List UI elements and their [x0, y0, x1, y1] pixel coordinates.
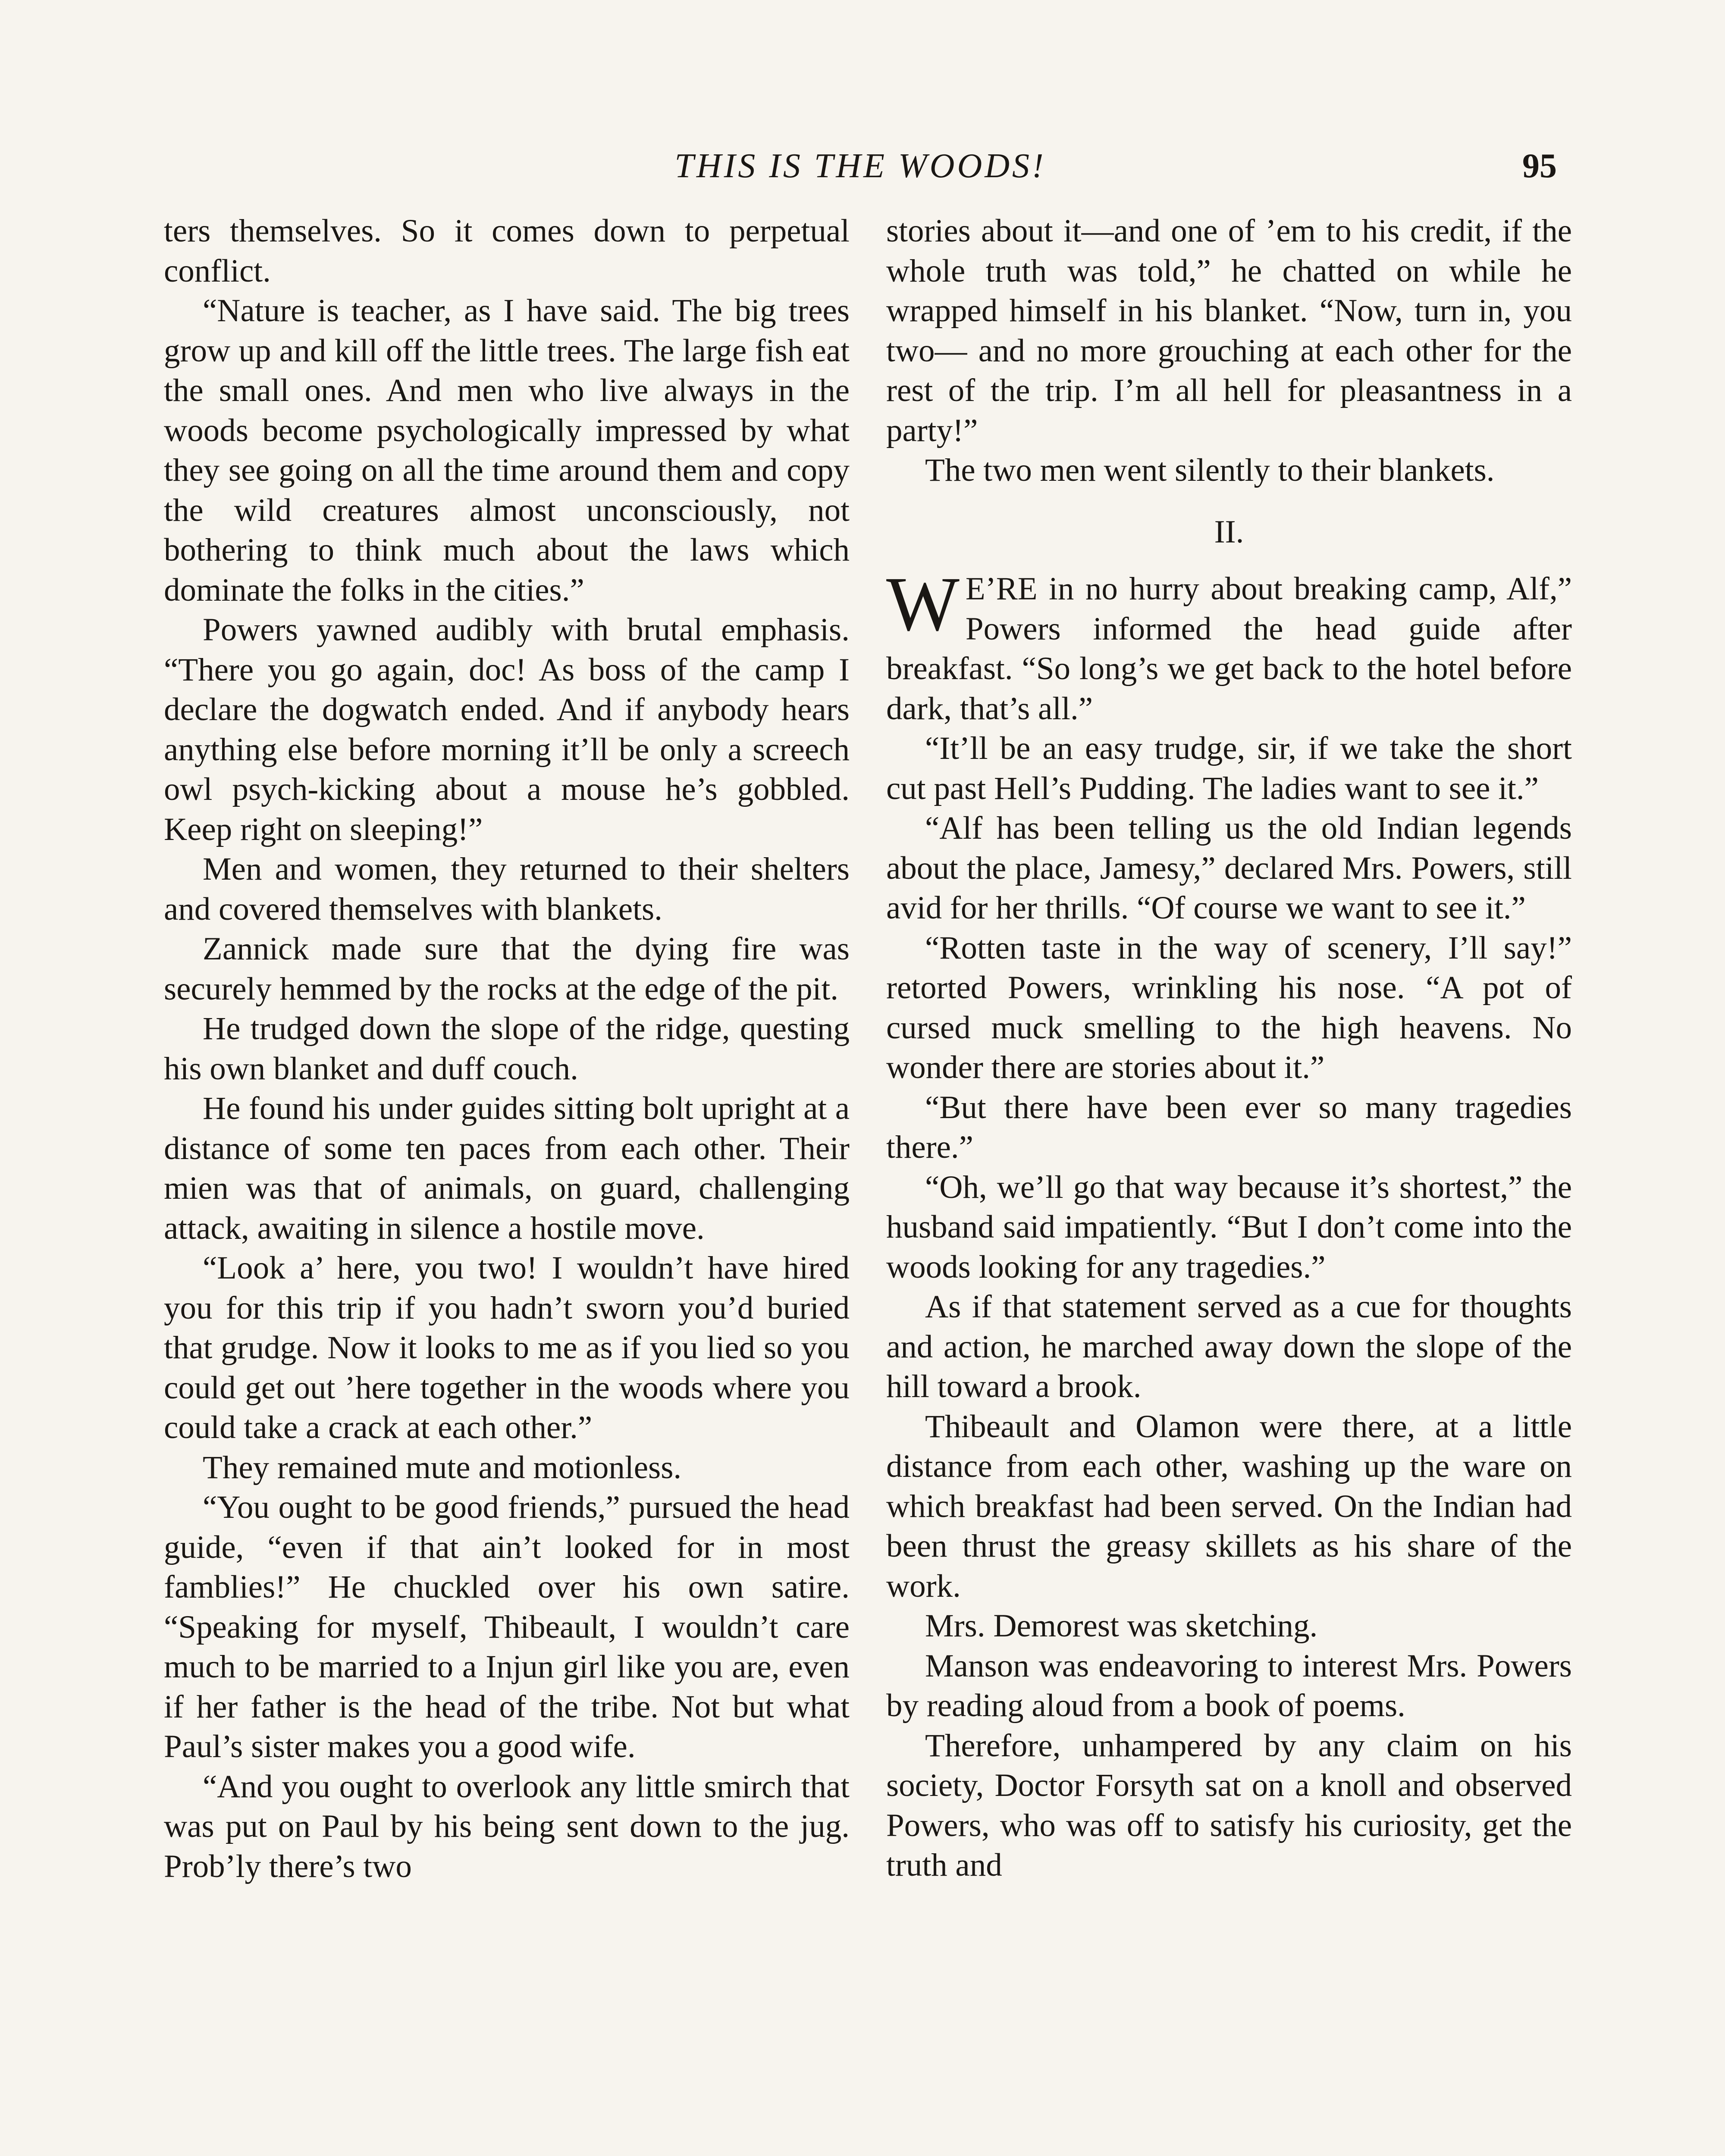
paragraph: ters themselves. So it comes down to perpetual conflict. [164, 213, 850, 289]
paragraph: Therefore, unhampered by any claim on his society, Doctor Forsyth sat on a knoll and observed Powers, who was off to satisfy his curiosity, get the truth and [886, 1727, 1572, 1883]
section-number: II. [1214, 514, 1244, 550]
paragraph: “Alf has been telling us the old Indian legends about the place, Jamesy,” declared Mrs. Powers, still avid for her thrills. “Of course we want to see it.” [886, 810, 1572, 926]
paragraph: Zannick made sure that the dying fire was securely hemmed by the rocks at the edge of the pit. [164, 931, 850, 1007]
page-header [164, 142, 1557, 190]
page-number: 95 [1522, 147, 1557, 185]
paragraph: “But there have been ever so many tragedies there.” [886, 1089, 1572, 1165]
paragraph: The two men went silently to their blankets. [925, 452, 1495, 488]
paragraph: “And you ought to overlook any little smirch that was put on Paul by his being sent down to the jug. Prob’ly there’s two [164, 1768, 850, 1884]
paragraph: “Rotten taste in the way of scenery, I’ll say!” retorted Powers, wrinkling his nose. “A pot of cursed muck smelling to the high heavens. No wonder there are stories about it.” [886, 930, 1572, 1085]
paragraph: “Look a’ here, you two! I wouldn’t have hired you for this trip if you hadn’t sworn you’d buried that grudge. Now it looks to me as if you lied so you could get out ’here together in the woods where you could take a crack at each other.” [164, 1250, 850, 1445]
paragraph: “You ought to be good friends,” pursued the head guide, “even if that ain’t looked for in most famblies!” He chuckled over his own satire. “Speaking for myself, Thibeault, I wouldn’t care much to be married to a Injun girl like you are, even if her father is the head of the tribe. Not but what Paul’s sister makes you a good wife. [164, 1489, 850, 1764]
dropcap-paragraph [886, 561, 1572, 729]
running-title: THIS IS THE WOODS! [674, 147, 1046, 185]
dropcap-paragraph-text: E’RE in no hurry about breaking camp, Alf,” Powers informed the head guide after breakfast. “So long’s we get back to the hotel before dark, that’s all.” [886, 571, 1572, 727]
paragraph: Powers yawned audibly with brutal emphasis. “There you go again, doc! As boss of the camp I declare the dogwatch ended. And if anybody hears anything else before morning it’ll be only a screech owl psych-kicking about a mouse he’s gobbled. Keep right on sleeping!” [164, 612, 850, 847]
right-column [886, 211, 1572, 1886]
paragraph: “It’ll be an easy trudge, sir, if we take the short cut past Hell’s Pudding. The ladies want to see it.” [886, 730, 1572, 806]
paragraph: As if that statement served as a cue for thoughts and action, he marched away down the slope of the hill toward a brook. [886, 1289, 1572, 1404]
left-column [164, 211, 850, 1887]
paragraph: He found his under guides sitting bolt upright at a distance of some ten paces from each other. Their mien was that of animals, on guard, challenging attack, awaiting in silence a hostile move. [164, 1091, 850, 1246]
paragraph: stories about it—and one of ’em to his credit, if the whole truth was told,” he chatted on while he wrapped himself in his blanket. “Now, turn in, you two— and no more grouching at each other for the rest of the trip. I’m all hell for pleasantness in a party!” [886, 213, 1572, 448]
drop-cap: W [886, 561, 960, 647]
paragraph: They remained mute and motionless. [203, 1449, 682, 1485]
paragraph: Thibeault and Olamon were there, at a little distance from each other, washing up the ware on which breakfast had been served. On the Indian had been thrust the greasy skillets as his share of the work. [886, 1408, 1572, 1604]
paragraph: “Oh, we’ll go that way because it’s shortest,” the husband said impatiently. “But I don’t come into the woods looking for any tragedies.” [886, 1169, 1572, 1285]
paragraph: “Nature is teacher, as I have said. The big trees grow up and kill off the little trees. The large fish eat the small ones. And men who live always in the woods become psychologically impressed by what they see going on all the time around them and copy the wild creatures almost unconsciously, not bothering to think much about the laws which dominate the folks in the cities.” [164, 293, 850, 608]
paragraph: Manson was endeavoring to interest Mrs. Powers by reading aloud from a book of poems. [886, 1648, 1572, 1724]
paragraph: He trudged down the slope of the ridge, questing his own blanket and duff couch. [164, 1011, 850, 1087]
paragraph: Mrs. Demorest was sketching. [925, 1608, 1318, 1644]
paragraph: Men and women, they returned to their shelters and covered themselves with blankets. [164, 851, 850, 927]
